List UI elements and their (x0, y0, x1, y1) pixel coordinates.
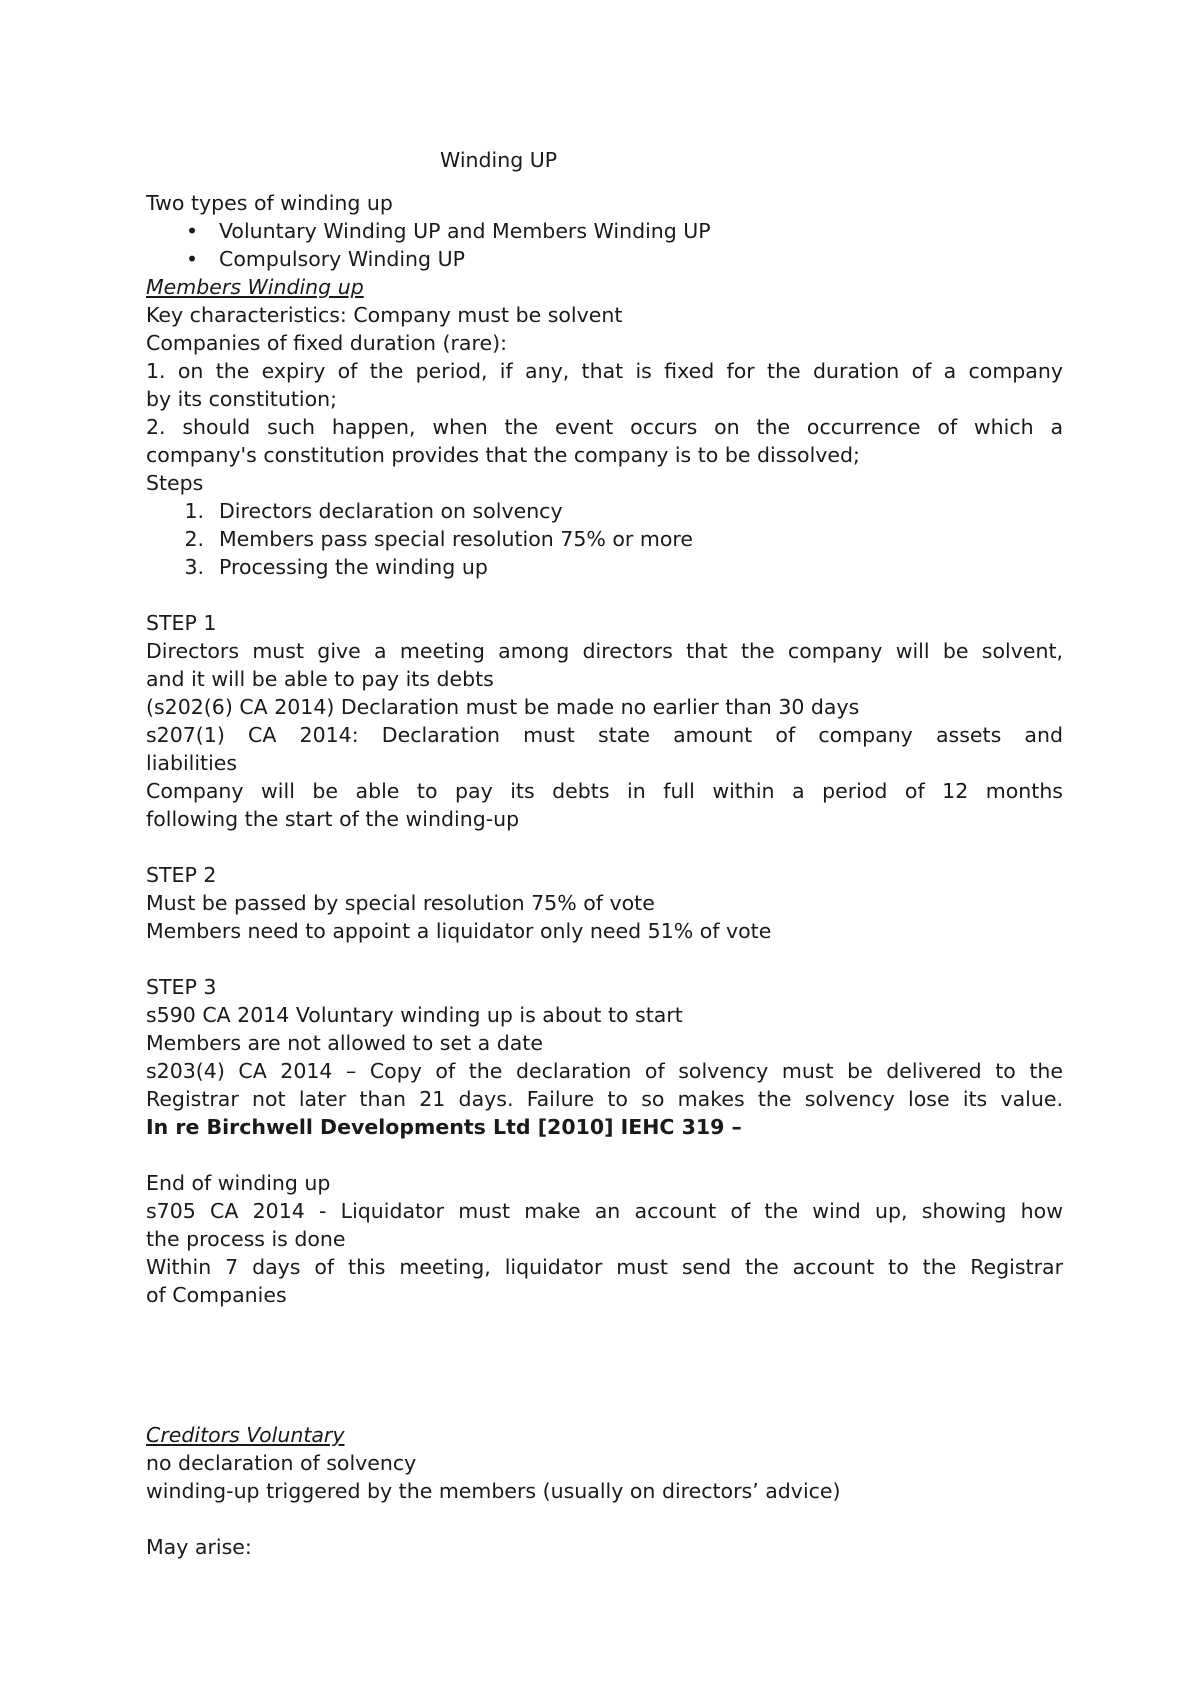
paragraph-line: company's constitution provides that the company is to be dissolved; (146, 443, 860, 467)
paragraph-line: following the start of the winding-up (146, 807, 520, 831)
paragraph-line: s590 CA 2014 Voluntary winding up is about to start (146, 1003, 683, 1027)
members-heading: Members Winding up (146, 275, 364, 299)
paragraph-line: (s202(6) CA 2014) Declaration must be made no earlier than 30 days (146, 695, 860, 719)
paragraph-line: May arise: (146, 1535, 252, 1559)
paragraph-line: Registrar not later than 21 days. Failure to so makes the solvency lose its value. (146, 1087, 1063, 1111)
paragraph-line: Key characteristics: Company must be solvent (146, 303, 623, 327)
paragraph-line: winding-up triggered by the members (usually on directors’ advice) (146, 1479, 841, 1503)
paragraph-line: 1. on the expiry of the period, if any, that is fixed for the duration of a company (146, 359, 1063, 383)
case-citation: In re Birchwell Developments Ltd [2010] IEHC 319 – (146, 1115, 742, 1139)
list-item: Directors declaration on solvency (219, 499, 563, 523)
paragraph-line: 2. should such happen, when the event occurs on the occurrence of which a (146, 415, 1063, 439)
bullet-item: Voluntary Winding UP and Members Winding UP (219, 219, 711, 243)
page-title: Winding UP (440, 148, 558, 172)
paragraph-line: Members need to appoint a liquidator only need 51% of vote (146, 919, 772, 943)
list-item: Members pass special resolution 75% or more (219, 527, 693, 551)
bullet-item: Compulsory Winding UP (219, 247, 465, 271)
end-heading: End of winding up (146, 1171, 331, 1195)
steps-label: Steps (146, 471, 204, 495)
paragraph-line: Must be passed by special resolution 75% of vote (146, 891, 655, 915)
step3-heading: STEP 3 (146, 975, 217, 999)
paragraph-line: the process is done (146, 1227, 346, 1251)
list-number: 2. (184, 527, 204, 551)
paragraph-line: liabilities (146, 751, 238, 775)
paragraph-line: by its constitution; (146, 387, 338, 411)
paragraph-line: Company will be able to pay its debts in full within a period of 12 months (146, 779, 1063, 803)
paragraph-line: no declaration of solvency (146, 1451, 417, 1475)
list-number: 3. (184, 555, 204, 579)
step1-heading: STEP 1 (146, 611, 217, 635)
list-number: 1. (184, 499, 204, 523)
paragraph-line: Directors must give a meeting among directors that the company will be solvent, (146, 639, 1063, 663)
paragraph-line: and it will be able to pay its debts (146, 667, 494, 691)
paragraph-line: Within 7 days of this meeting, liquidator must send the account to the Registrar (146, 1255, 1063, 1279)
paragraph-line: Companies of fixed duration (rare): (146, 331, 507, 355)
bullet-icon: • (186, 219, 199, 243)
step2-heading: STEP 2 (146, 863, 217, 887)
paragraph-line: s705 CA 2014 - Liquidator must make an account of the wind up, showing how (146, 1199, 1063, 1223)
intro-text: Two types of winding up (146, 191, 393, 215)
paragraph-line: s203(4) CA 2014 – Copy of the declaration of solvency must be delivered to the (146, 1059, 1063, 1083)
bullet-icon: • (186, 247, 199, 271)
list-item: Processing the winding up (219, 555, 488, 579)
paragraph-line: Members are not allowed to set a date (146, 1031, 543, 1055)
creditors-heading: Creditors Voluntary (146, 1423, 345, 1447)
paragraph-line: s207(1) CA 2014: Declaration must state amount of company assets and (146, 723, 1063, 747)
paragraph-line: of Companies (146, 1283, 287, 1307)
